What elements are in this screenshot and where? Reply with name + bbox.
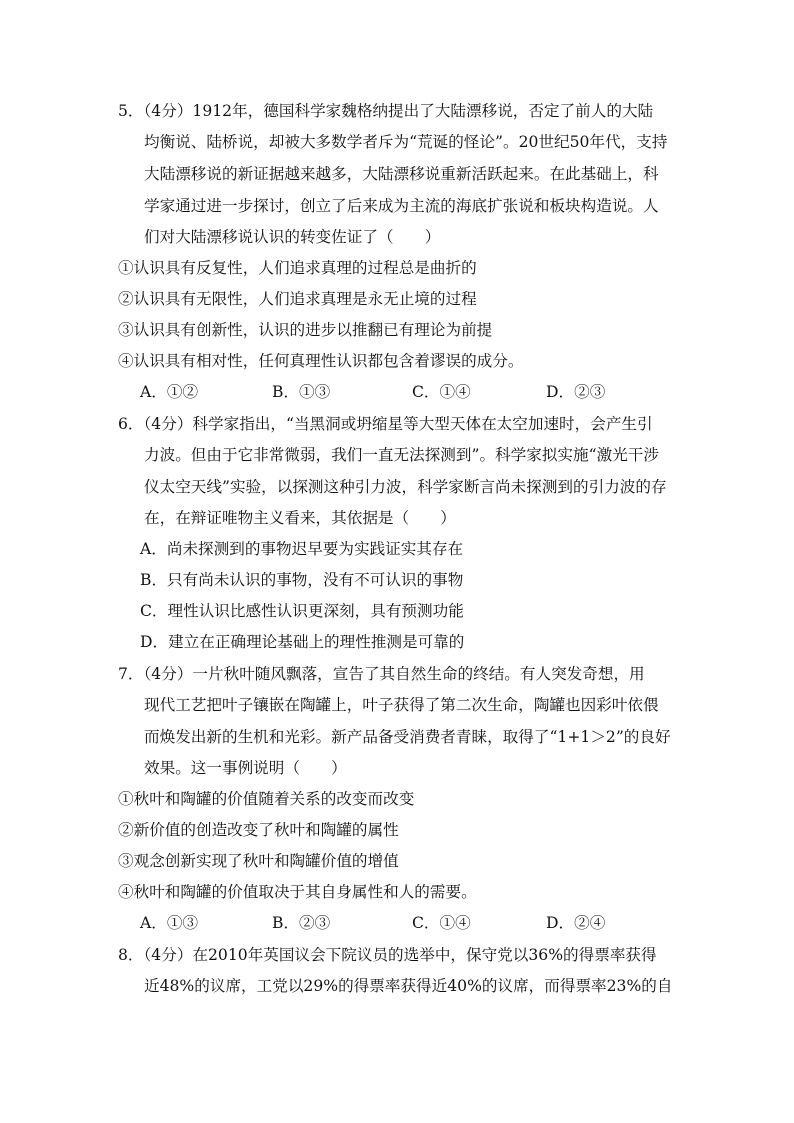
statement-item: ③观念创新实现了秋叶和陶罐价值的增值 (118, 852, 399, 870)
answer-option-c[interactable]: C．①④ (412, 914, 471, 932)
question-text-line: 大陆漂移说的新证据越来越多，大陆漂移说重新活跃起来。在此基础上，科 (144, 165, 659, 183)
answer-option-a[interactable]: A．尚未探测到的事物迟早要为实践证实其存在 (140, 540, 464, 558)
question-text-line: 学家通过进一步探讨，创立了后来成为主流的海底扩张说和板块构造说。人 (144, 197, 659, 215)
question-text-line: 仪太空天线”实验，以探测这种引力波，科学家断言尚未探测到的引力波的存 (144, 478, 667, 496)
answer-option-d[interactable]: D．②③ (546, 383, 606, 401)
question-text-line: 近48%的议席，工党以29%的得票率获得近40%的议席，而得票率23%的自 (144, 977, 673, 995)
question-text-line: 在，在辩证唯物主义看来，其依据是（ ） (144, 509, 456, 527)
answer-option-d[interactable]: D．建立在正确理论基础上的理性推测是可靠的 (140, 633, 465, 651)
statement-item: ④秋叶和陶罐的价值取决于其自身属性和人的需要。 (118, 883, 477, 901)
statement-item: ①秋叶和陶罐的价值随着关系的改变而改变 (118, 790, 415, 808)
question-text-line: 力波。但由于它非常微弱，我们一直无法探测到”。科学家拟实施“激光干涉 (144, 446, 659, 464)
question-text-line: 7．（4分）一片秋叶随风飘落，宣告了其自然生命的终结。有人突发奇想，用 (118, 665, 645, 683)
statement-item: ②认识具有无限性，人们追求真理是永无止境的过程 (118, 290, 477, 308)
answer-option-c[interactable]: C．①④ (412, 383, 471, 401)
question-text-line: 5．（4分）1912年，德国科学家魏格纳提出了大陆漂移说，否定了前人的大陆 (118, 102, 654, 120)
answer-option-b[interactable]: B．①③ (272, 383, 331, 401)
answer-option-c[interactable]: C．理性认识比感性认识更深刻，具有预测功能 (140, 602, 464, 620)
question-text-line: 们对大陆漂移说认识的转变佐证了（ ） (144, 228, 441, 246)
question-text-line: 效果。这一事例说明（ ） (144, 759, 347, 777)
question-text-line: 均衡说、陆桥说，却被大多数学者斥为“荒诞的怪论”。20世纪50年代，支持 (144, 133, 668, 151)
question-text-line: 现代工艺把叶子镶嵌在陶罐上，叶子获得了第二次生命，陶罐也因彩叶依偎 (144, 696, 659, 714)
statement-item: ④认识具有相对性，任何真理性认识都包含着谬误的成分。 (118, 352, 524, 370)
statement-item: ②新价值的创造改变了秋叶和陶罐的属性 (118, 821, 399, 839)
answer-options-row (0, 913, 794, 933)
question-text-line: 8．（4分）在2010年英国议会下院议员的选举中，保守党以36%的得票率获得 (118, 946, 657, 964)
answer-option-b[interactable]: B．②③ (272, 914, 331, 932)
answer-option-d[interactable]: D．②④ (546, 914, 606, 932)
answer-option-b[interactable]: B．只有尚未认识的事物，没有不可认识的事物 (140, 571, 464, 589)
answer-option-a[interactable]: A．①③ (140, 914, 199, 932)
statement-item: ③认识具有创新性，认识的进步以推翻已有理论为前提 (118, 321, 493, 339)
answer-options-row (0, 382, 794, 402)
question-text-line: 6．（4分）科学家指出，“当黑洞或坍缩星等大型天体在太空加速时，会产生引 (118, 415, 653, 433)
statement-item: ①认识具有反复性，人们追求真理的过程总是曲折的 (118, 259, 477, 277)
answer-option-a[interactable]: A．①② (140, 383, 199, 401)
question-text-line: 而焕发出新的生机和光彩。新产品备受消费者青睐，取得了“1+1＞2”的良好 (144, 728, 671, 746)
